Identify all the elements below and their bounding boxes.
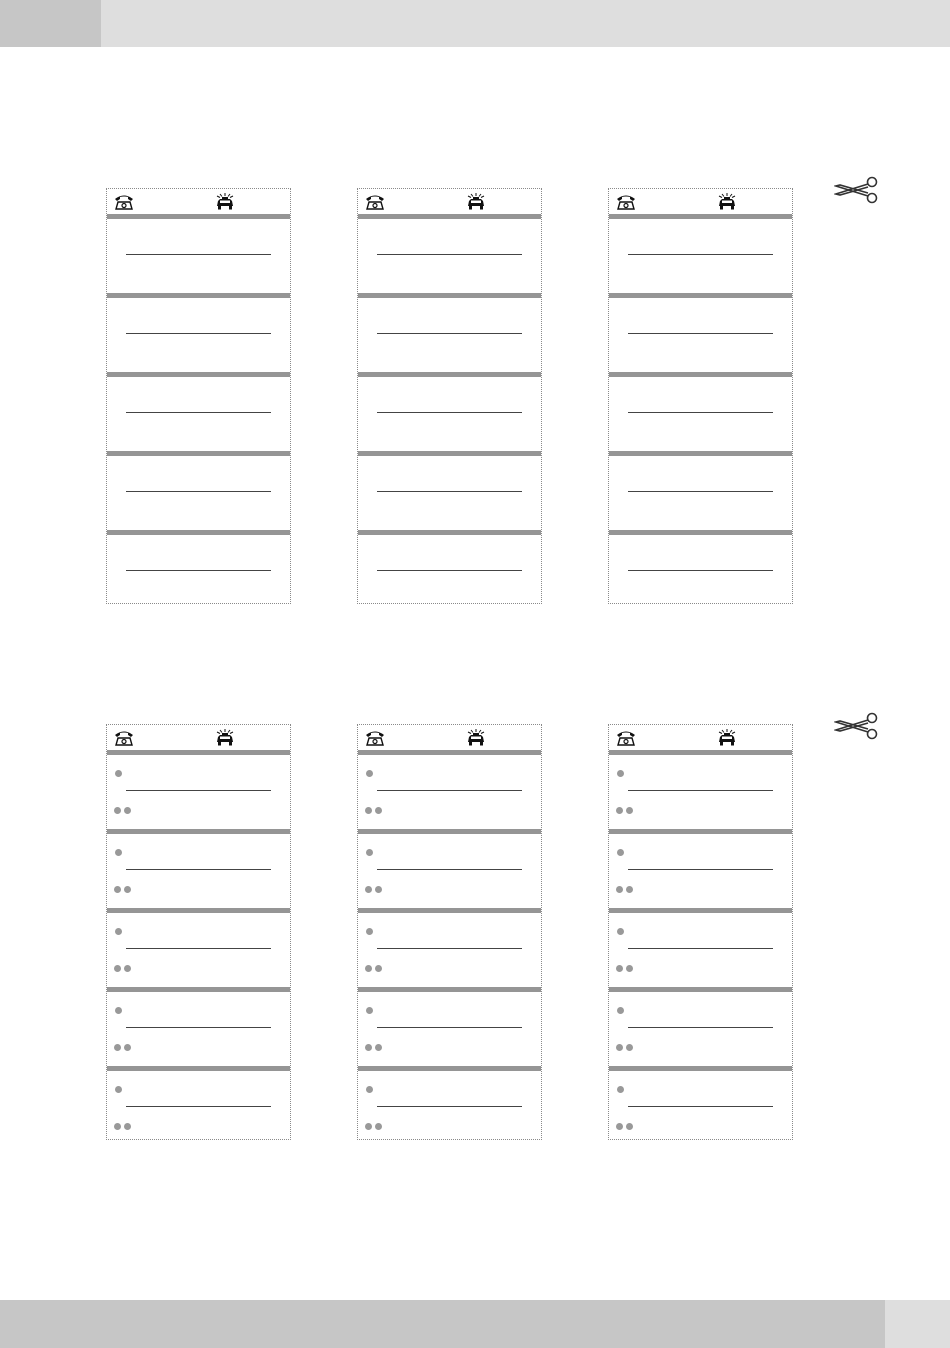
write-line [377,869,522,870]
write-line [126,254,271,255]
write-line [126,333,271,334]
write-line [126,869,271,870]
card-divider [107,987,290,992]
double-dot-marker [365,1123,372,1130]
card-divider [358,1066,541,1071]
write-line [628,1027,773,1028]
single-dot-marker [115,928,122,935]
write-line [126,1106,271,1107]
double-dot-marker [114,1123,121,1130]
single-dot-marker [617,928,624,935]
label-card [357,724,542,1140]
car-icon [717,729,737,746]
write-line [628,1106,773,1107]
phone-icon [114,193,134,210]
write-line [628,948,773,949]
write-line [628,491,773,492]
double-dot-marker [114,1044,121,1051]
single-dot-marker [115,1086,122,1093]
single-dot-marker [617,770,624,777]
double-dot-marker [375,1044,382,1051]
double-dot-marker [375,1123,382,1130]
scissors-icon [834,712,880,740]
card-divider [107,908,290,913]
single-dot-marker [115,1007,122,1014]
card-divider [609,372,792,377]
write-line [377,790,522,791]
single-dot-marker [366,849,373,856]
card-divider [609,530,792,535]
double-dot-marker [626,1044,633,1051]
double-dot-marker [616,965,623,972]
double-dot-marker [124,1044,131,1051]
double-dot-marker [375,886,382,893]
double-dot-marker [616,807,623,814]
double-dot-marker [626,807,633,814]
single-dot-marker [366,1086,373,1093]
double-dot-marker [626,1123,633,1130]
card-divider [107,530,290,535]
label-card [608,724,793,1140]
card-divider [358,987,541,992]
phone-icon [616,729,636,746]
card-divider [107,293,290,298]
car-icon [466,729,486,746]
phone-icon [114,729,134,746]
write-line [628,869,773,870]
phone-icon [365,729,385,746]
card-divider [358,372,541,377]
card-divider [609,987,792,992]
footer-tab [885,1300,950,1348]
header-tab [0,0,101,47]
card-divider [107,214,290,219]
card-header [609,725,792,750]
single-dot-marker [617,1086,624,1093]
phone-icon [616,193,636,210]
car-icon [215,193,235,210]
header-bar [0,0,950,47]
write-line [126,570,271,571]
double-dot-marker [365,1044,372,1051]
write-line [377,254,522,255]
single-dot-marker [617,1007,624,1014]
card-divider [358,829,541,834]
double-dot-marker [365,886,372,893]
card-header [609,189,792,214]
single-dot-marker [617,849,624,856]
write-line [377,333,522,334]
card-header [358,189,541,214]
phone-icon [365,193,385,210]
car-icon [215,729,235,746]
write-line [377,1027,522,1028]
car-icon [466,193,486,210]
write-line [628,412,773,413]
write-line [628,254,773,255]
write-line [377,948,522,949]
double-dot-marker [114,807,121,814]
write-line [126,491,271,492]
write-line [126,1027,271,1028]
double-dot-marker [114,886,121,893]
write-line [628,790,773,791]
card-header [107,189,290,214]
label-card [608,188,793,604]
car-icon [717,193,737,210]
double-dot-marker [616,886,623,893]
card-divider [609,750,792,755]
card-divider [358,530,541,535]
double-dot-marker [626,886,633,893]
double-dot-marker [365,965,372,972]
card-divider [358,750,541,755]
write-line [628,333,773,334]
card-divider [609,293,792,298]
double-dot-marker [124,886,131,893]
card-divider [609,214,792,219]
double-dot-marker [124,1123,131,1130]
card-divider [107,829,290,834]
write-line [126,948,271,949]
write-line [377,570,522,571]
write-line [377,412,522,413]
footer-bar [0,1300,950,1348]
card-header [358,725,541,750]
single-dot-marker [366,770,373,777]
card-divider [609,829,792,834]
card-divider [609,908,792,913]
double-dot-marker [114,965,121,972]
double-dot-marker [124,965,131,972]
card-divider [358,293,541,298]
label-card [106,188,291,604]
single-dot-marker [366,1007,373,1014]
scissors-icon [834,176,880,204]
double-dot-marker [124,807,131,814]
write-line [377,491,522,492]
double-dot-marker [375,807,382,814]
card-divider [107,1066,290,1071]
write-line [126,412,271,413]
double-dot-marker [616,1123,623,1130]
write-line [126,790,271,791]
card-divider [358,451,541,456]
card-divider [358,908,541,913]
double-dot-marker [375,965,382,972]
card-divider [609,451,792,456]
card-divider [107,750,290,755]
single-dot-marker [115,849,122,856]
double-dot-marker [616,1044,623,1051]
card-divider [609,1066,792,1071]
single-dot-marker [115,770,122,777]
label-card [106,724,291,1140]
card-divider [358,214,541,219]
card-divider [107,451,290,456]
label-card [357,188,542,604]
card-divider [107,372,290,377]
single-dot-marker [366,928,373,935]
write-line [377,1106,522,1107]
write-line [628,570,773,571]
double-dot-marker [626,965,633,972]
double-dot-marker [365,807,372,814]
card-header [107,725,290,750]
